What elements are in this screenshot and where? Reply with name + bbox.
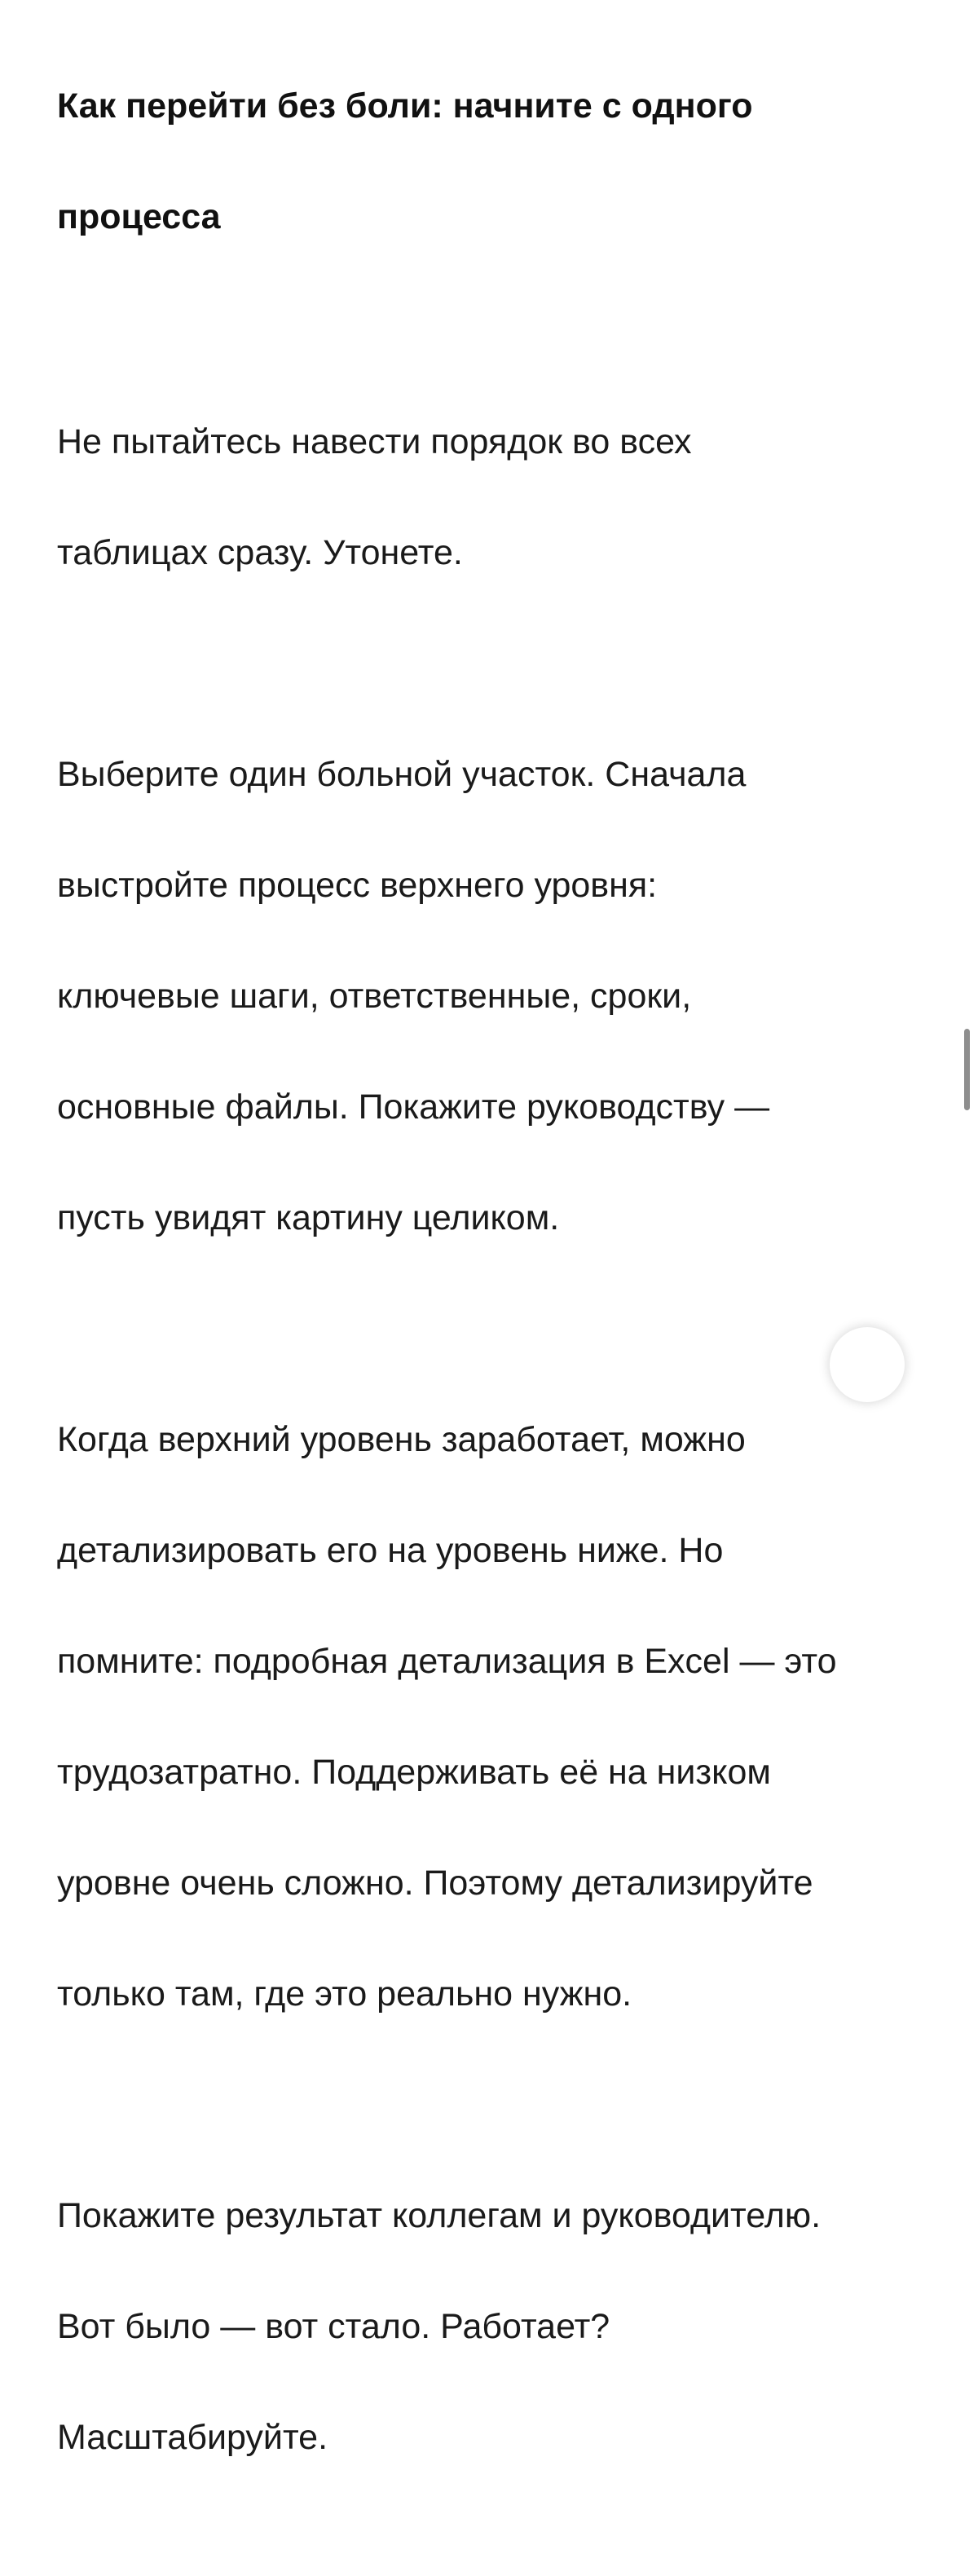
paragraph-line: основные файлы. Покажите руководству — <box>57 1087 770 1127</box>
floating-action-button[interactable] <box>830 1327 905 1402</box>
paragraph-line: трудозатратно. Поддерживать её на низком <box>57 1753 771 1792</box>
paragraph-line: Покажите результат коллегам и руководителю. <box>57 2196 822 2235</box>
vertical-scrollbar[interactable] <box>964 1029 970 1110</box>
paragraph-line: Вот было — вот стало. Работает? <box>57 2307 610 2346</box>
paragraph-line: пусть увидят картину целиком. <box>57 1198 560 1237</box>
paragraph-line: уровне очень сложно. Поэтому детализируйте <box>57 1864 813 1903</box>
paragraph-line: таблицах сразу. Утонете. <box>57 533 463 572</box>
paragraph <box>57 359 937 636</box>
heading-line: Как перейти без боли: начните с одного <box>57 86 753 126</box>
paragraph-line: Выберите один больной участок. Сначала <box>57 755 747 794</box>
paragraph-line: Не пытайтесь навести порядок во всех <box>57 422 692 461</box>
section-heading <box>57 23 937 300</box>
paragraph-line: детализировать его на уровень ниже. Но <box>57 1531 724 1570</box>
paragraph <box>57 691 937 1301</box>
paragraph <box>57 1356 937 2077</box>
heading-line: процесса <box>57 197 221 236</box>
paragraph-line: Когда верхний уровень заработает, можно <box>57 1420 746 1459</box>
paragraph-line: ключевые шаги, ответственные, сроки, <box>57 977 692 1016</box>
paragraph-line: Масштабируйте. <box>57 2418 328 2457</box>
paragraph-line: помните: подробная детализация в Excel — это <box>57 1642 837 1681</box>
paragraph-line: выстройте процесс верхнего уровня: <box>57 866 658 905</box>
paragraph-line: только там, где это реально нужно. <box>57 1974 632 2014</box>
article-body <box>57 23 937 2576</box>
paragraph <box>57 2133 937 2521</box>
